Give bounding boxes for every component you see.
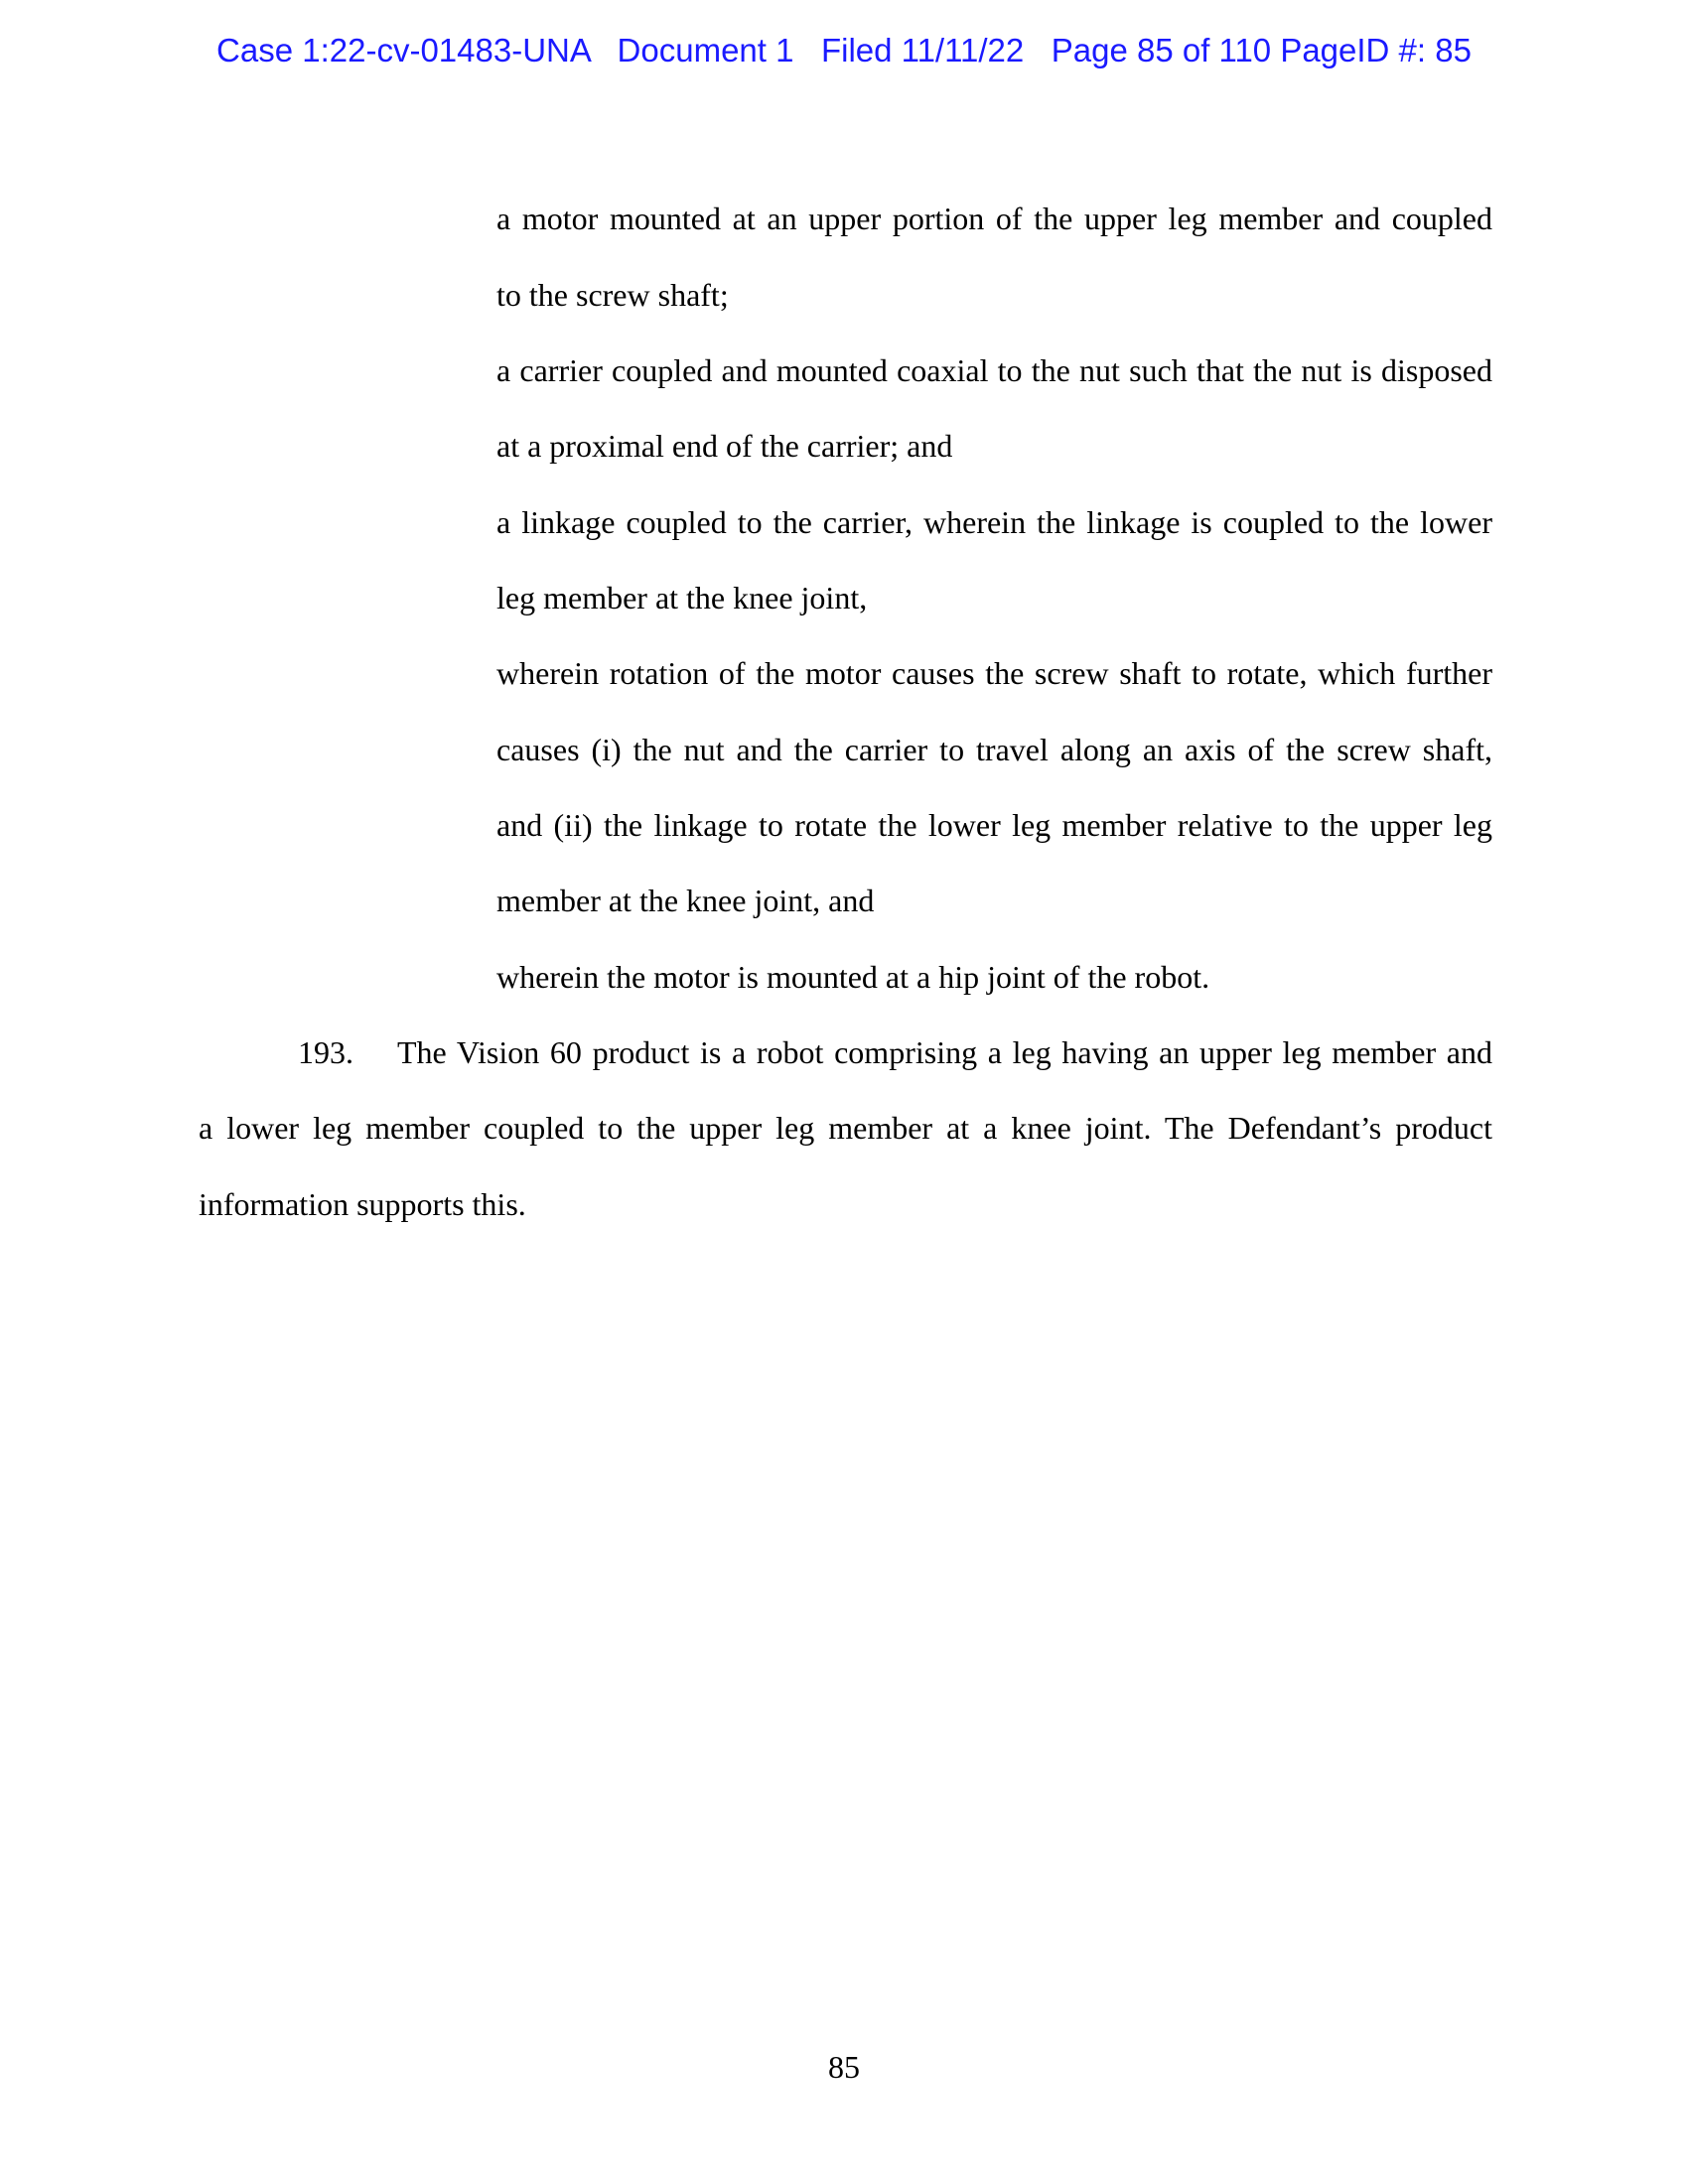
claim-line: wherein rotation of the motor causes the screw shaft to rotate, which further <box>496 655 1492 691</box>
paragraph-number: 193. <box>298 1034 353 1070</box>
claim-line: a motor mounted at an upper portion of the upper leg member and coupled <box>496 201 1492 236</box>
claim-line: leg member at the knee joint, <box>496 580 868 615</box>
claim-line: to the screw shaft; <box>496 277 729 313</box>
paragraph-line: a lower leg member coupled to the upper leg member at a knee joint. The Defendant’s product <box>199 1110 1492 1146</box>
claim-line: a carrier coupled and mounted coaxial to the nut such that the nut is disposed <box>496 352 1492 388</box>
paragraph-line-text: The Vision 60 product is a robot comprising a leg having an upper leg member and <box>397 1034 1492 1070</box>
claim-line: a linkage coupled to the carrier, wherein the linkage is coupled to the lower <box>496 504 1492 540</box>
paragraph-first-line <box>298 1032 1492 1072</box>
claim-line: and (ii) the linkage to rotate the lower leg member relative to the upper leg <box>496 807 1492 843</box>
claim-line: wherein the motor is mounted at a hip joint of the robot. <box>496 959 1210 995</box>
case-header: Case 1:22-cv-01483-UNA Document 1 Filed 11/11/22 Page 85 of 110 PageID #: 85 <box>216 32 1472 68</box>
claim-line: at a proximal end of the carrier; and <box>496 428 953 464</box>
claim-line: member at the knee joint, and <box>496 883 875 918</box>
page-number: 85 <box>828 2049 860 2085</box>
claim-line: causes (i) the nut and the carrier to travel along an axis of the screw shaft, <box>496 732 1492 767</box>
paragraph-line: information supports this. <box>199 1186 526 1222</box>
